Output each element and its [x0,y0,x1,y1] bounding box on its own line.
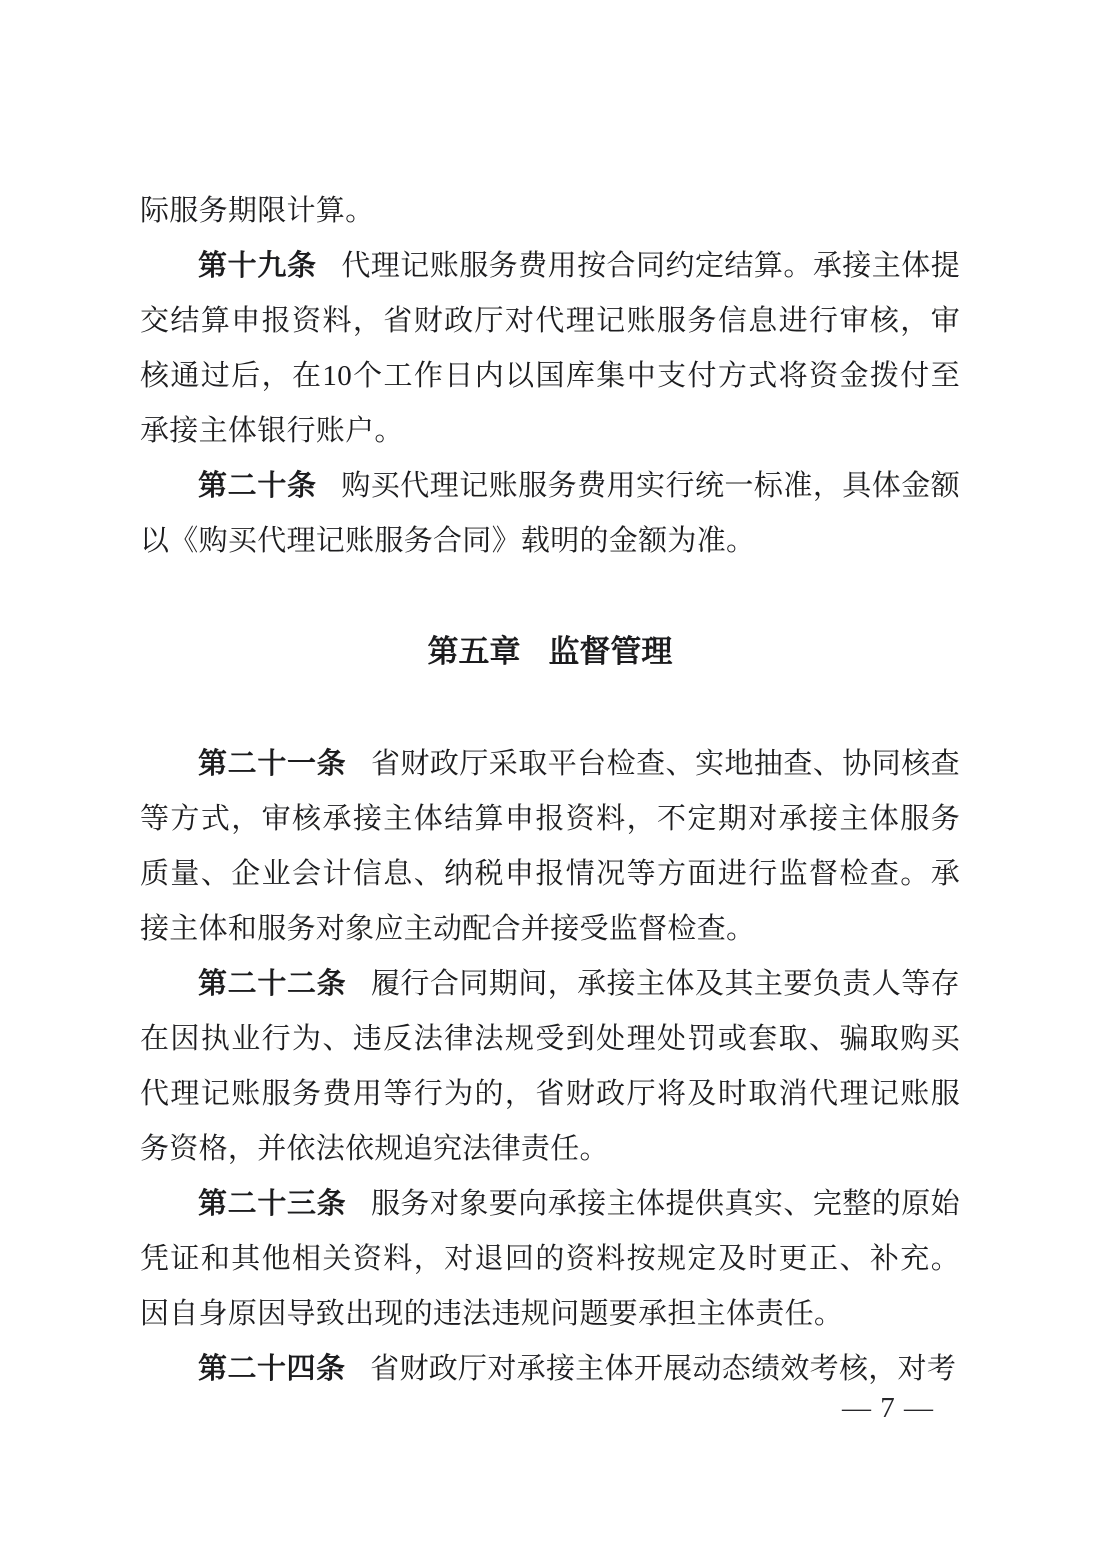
paragraph-text: 际服务期限计算。 [140,195,375,227]
paragraph-article-19 [140,239,960,459]
paragraph-text: 履行合同期间，承接主体及其主要负责人等存在因执业行为、违反法律法规受到处理处罚或套取、骗取购买代理记账服务费用等行为的，省财政厅将及时取消代理记账服务资格，并依法依规追究法律责任。 [140,968,960,1165]
article-21-number: 第二十一条 [198,748,347,780]
paragraph-article-21 [140,737,960,957]
paragraph-text: 省财政厅对承接主体开展动态绩效考核，对考 [370,1353,957,1385]
paragraph-article-24 [140,1342,960,1397]
paragraph-article-22 [140,957,960,1177]
chapter-heading [140,624,960,680]
paragraph-text: 代理记账服务费用按合同约定结算。承接主体提交结算申报资料，省财政厅对代理记账服务信息进行审核，审核通过后，在10个工作日内以国库集中支付方式将资金拨付至承接主体银行账户。 [140,250,960,447]
paragraph-text: 省财政厅采取平台检查、实地抽查、协同核查等方式，审核承接主体结算申报资料，不定期对承接主体服务质量、企业会计信息、纳税申报情况等方面进行监督检查。承接主体和服务对象应主动配合并接受监督检查。 [140,748,960,945]
paragraph-article-20 [140,459,960,569]
article-23-number: 第二十三条 [198,1188,347,1220]
page-number: — 7 — [842,1392,934,1424]
paragraph-text: 服务对象要向承接主体提供真实、完整的原始凭证和其他相关资料，对退回的资料按规定及时更正、补充。因自身原因导致出现的违法违规问题要承担主体责任。 [140,1188,960,1330]
chapter-label: 第五章 [427,634,521,669]
article-19-number: 第十九条 [198,250,317,282]
chapter-title: 监督管理 [548,634,673,669]
article-20-number: 第二十条 [198,470,317,502]
article-22-number: 第二十二条 [198,968,347,1000]
document-body [140,184,960,1397]
paragraph-text: 购买代理记账服务费用实行统一标准，具体金额以《购买代理记账服务合同》载明的金额为准。 [140,470,960,557]
paragraph-continuation [140,184,960,239]
paragraph-article-23 [140,1177,960,1342]
article-24-number: 第二十四条 [198,1353,346,1385]
